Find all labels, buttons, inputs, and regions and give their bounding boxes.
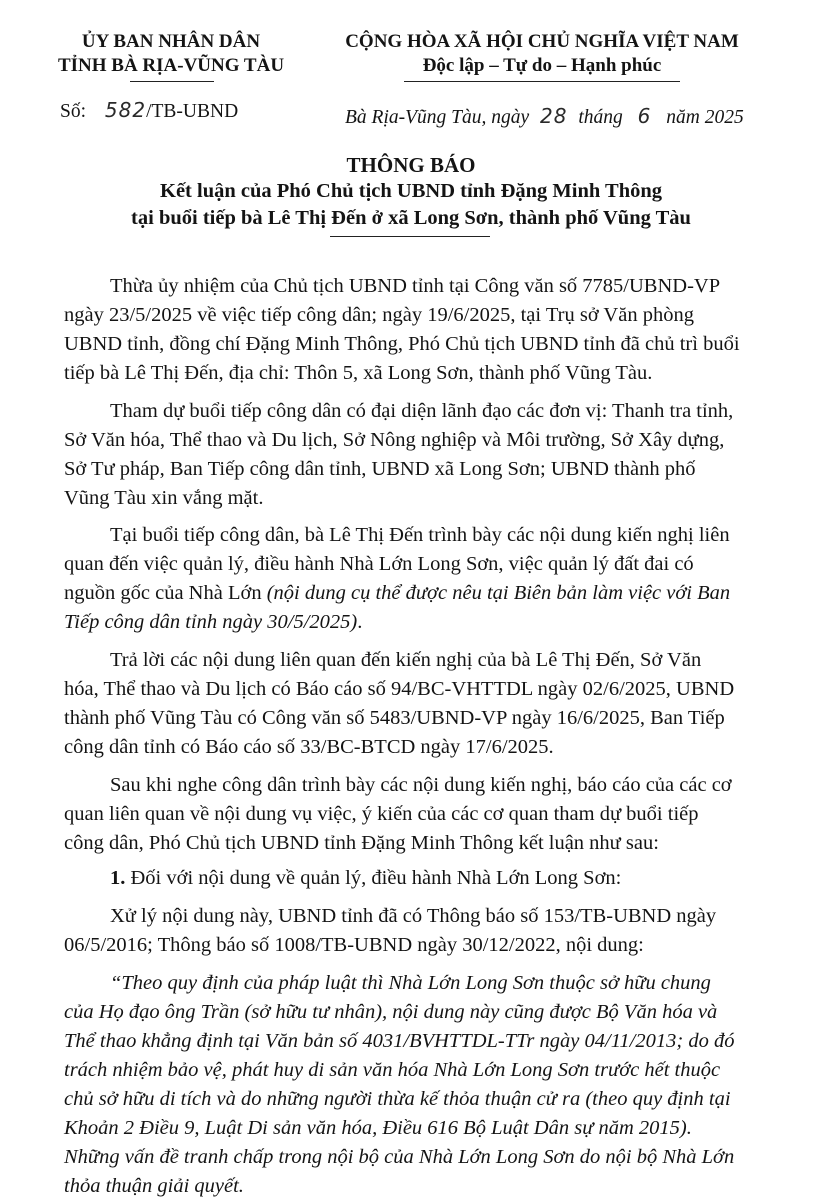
date-day-handwritten: 28 [540, 104, 568, 128]
title-main: THÔNG BÁO [346, 153, 476, 177]
nation-underline [404, 81, 680, 82]
quote-line: Những vấn đề tranh chấp trong nội bộ của Nhà Lớn Long Sơn do nội bộ Nhà Lớn [64, 1146, 735, 1168]
title-sub-line1: Kết luận của Phó Chủ tịch UBND tỉnh Đặng Minh Thông [160, 180, 662, 202]
document-number [60, 98, 238, 123]
title-underline [330, 236, 490, 237]
so-number-handwritten: 582 [104, 98, 147, 122]
date-prefix: Bà Rịa-Vũng Tàu, ngày [345, 107, 530, 128]
agency-line1: ỦY BAN NHÂN DÂN [81, 31, 261, 52]
p3-line [64, 608, 362, 637]
p6-line: 06/5/2016; Thông báo số 1008/TB-UBND ngày 30/12/2022, nội dung: [64, 934, 644, 956]
p6-line: Xử lý nội dung này, UBND tỉnh đã có Thông báo số 153/TB-UBND ngày [110, 905, 717, 927]
section-1-number: 1. [110, 867, 126, 889]
quote-line: Thể thao khẳng định tại Văn bản số 4031/BVHTTDL-TTr ngày 04/11/2013; do đó [64, 1030, 735, 1052]
p2-line: Vũng Tàu xin vắng mặt. [64, 487, 264, 509]
p2-line: Sở Tư pháp, Ban Tiếp công dân tỉnh, UBND xã Long Sơn; UBND thành phố [64, 458, 696, 480]
p3-line: quan đến việc quản lý, điều hành Nhà Lớn Long Sơn, việc quản lý đất đai có [64, 553, 694, 575]
p1-line: tiếp bà Lê Thị Đến, địa chỉ: Thôn 5, xã Long Sơn, thành phố Vũng Tàu. [64, 362, 653, 384]
date-year: năm 2025 [666, 107, 744, 128]
quote-line: “Theo quy định của pháp luật thì Nhà Lớn Long Sơn thuộc sở hữu chung [110, 972, 711, 994]
date-month-handwritten: 6 [637, 104, 652, 128]
p1-line: ngày 23/5/2025 về việc tiếp công dân; ngày 19/6/2025, tại Trụ sở Văn phòng [64, 304, 694, 326]
p1-line: Thừa ủy nhiệm của Chủ tịch UBND tỉnh tại Công văn số 7785/UBND-VP [110, 275, 721, 297]
p5-line: Sau khi nghe công dân trình bày các nội dung kiến nghị, báo cáo của các cơ [110, 774, 732, 796]
quote-line: thỏa thuận giải quyết. [64, 1175, 244, 1197]
p3-line: Tại buổi tiếp công dân, bà Lê Thị Đến trình bày các nội dung kiến nghị liên [110, 524, 730, 546]
section-1-heading [110, 864, 621, 893]
document-date [345, 104, 744, 129]
so-label: Số: [60, 101, 87, 122]
p4-line: hóa, Thể thao và Du lịch có Báo cáo số 94/BC-VHTTDL ngày 02/6/2025, UBND [64, 678, 735, 700]
quote-line: của Họ đạo ông Trần (sở hữu tư nhân), nội dung này cũng được Bộ Văn hóa và [64, 1001, 718, 1023]
p3-text: nguồn gốc của Nhà Lớn [64, 582, 267, 604]
quote-line: chủ sở hữu di tích và do những người thừa kế thỏa thuận cử ra (theo quy định tại [64, 1088, 731, 1110]
p3-line [64, 579, 730, 608]
p3-italic-text: (nội dung cụ thể được nêu tại Biên bản làm việc với Ban [266, 582, 731, 604]
p5-line: quan liên quan về nội dung vụ việc, ý kiến của các cơ quan tham dự buổi tiếp [64, 803, 699, 825]
p4-line: Trả lời các nội dung liên quan đến kiến nghị của bà Lê Thị Đến, Sở Văn [110, 649, 702, 671]
agency-line2: TỈNH BÀ RỊA-VŨNG TÀU [57, 55, 285, 76]
p2-line: Sở Văn hóa, Thể thao và Du lịch, Sở Nông nghiệp và Môi trường, Sở Xây dựng, [64, 429, 725, 451]
nation-line2: Độc lập – Tự do – Hạnh phúc [422, 55, 662, 76]
title-sub-line2: tại buổi tiếp bà Lê Thị Đến ở xã Long Sơn, thành phố Vũng Tàu [131, 207, 691, 229]
quote-line: trách nhiệm bảo vệ, phát huy di sản văn hóa Nhà Lớn Long Sơn trước hết thuộc [64, 1059, 721, 1081]
p3-text: . [357, 611, 363, 633]
agency-underline [130, 81, 214, 82]
p1-line: UBND tỉnh, đồng chí Đặng Minh Thông, Phó Chủ tịch UBND tỉnh đã chủ trì buổi [64, 333, 740, 355]
section-1-text: Đối với nội dung về quản lý, điều hành Nhà Lớn Long Sơn: [130, 867, 622, 889]
p5-line: công dân, Phó Chủ tịch UBND tỉnh Đặng Minh Thông kết luận như sau: [64, 832, 659, 854]
p4-line: công dân tỉnh có Báo cáo số 33/BC-BTCD ngày 17/6/2025. [64, 736, 554, 758]
p3-italic-text: Tiếp công dân tỉnh ngày 30/5/2025) [64, 611, 358, 633]
p4-line: thành phố Vũng Tàu có Công văn số 5483/UBND-VP ngày 16/6/2025, Ban Tiếp [64, 707, 725, 729]
date-month-label: tháng [578, 107, 623, 128]
p2-line: Tham dự buổi tiếp công dân có đại diện lãnh đạo các đơn vị: Thanh tra tỉnh, [110, 400, 734, 422]
nation-line1: CỘNG HÒA XÃ HỘI CHỦ NGHĨA VIỆT NAM [345, 31, 739, 52]
so-suffix: /TB-UBND [146, 101, 239, 122]
quote-line: Khoản 2 Điều 9, Luật Di sản văn hóa, Điều 616 Bộ Luật Dân sự năm 2015). [64, 1117, 692, 1139]
